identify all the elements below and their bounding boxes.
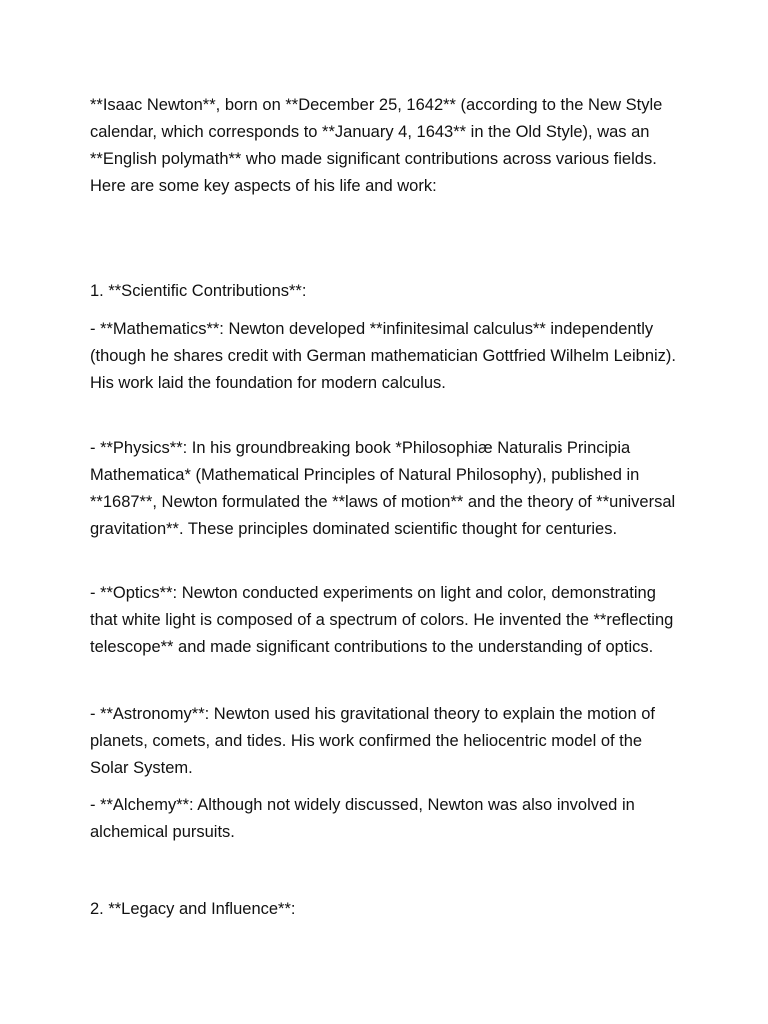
- astronomy-paragraph: - **Astronomy**: Newton used his gravitational theory to explain the motion of planets, comets, and tides. His work confirmed the heliocentric model of the Solar System.: [90, 705, 655, 777]
- optics-paragraph: - **Optics**: Newton conducted experiments on light and color, demonstrating that white light is composed of a spectrum of colors. He invented the **reflecting telescope** and made significant contributions to the understanding of optics.: [90, 584, 674, 656]
- intro-paragraph: **Isaac Newton**, born on **December 25, 1642** (according to the New Style calendar, which corresponds to **January 4, 1643** in the Old Style), was an **English polymath** who made significant contributions across various fields. Here are some key aspects of his life and work:: [90, 96, 663, 195]
- mathematics-paragraph: - **Mathematics**: Newton developed **infinitesimal calculus** independently (though he shares credit with German mathematician Gottfried Wilhelm Leibniz). His work laid the foundation for modern calculus.: [90, 320, 676, 392]
- section-heading-legacy-and-influence: 2. **Legacy and Influence**:: [90, 900, 296, 918]
- section-heading-scientific-contributions: 1. **Scientific Contributions**:: [90, 282, 307, 300]
- alchemy-paragraph: - **Alchemy**: Although not widely discussed, Newton was also involved in alchemical pursuits.: [90, 796, 635, 841]
- physics-paragraph: - **Physics**: In his groundbreaking book *Philosophiæ Naturalis Principia Mathematica* (Mathematical Principles of Natural Philosophy), published in **1687**, Newton formulated the **laws of motion** and the theory of **universal gravitation**. These principles dominated scientific thought for centuries.: [90, 439, 676, 538]
